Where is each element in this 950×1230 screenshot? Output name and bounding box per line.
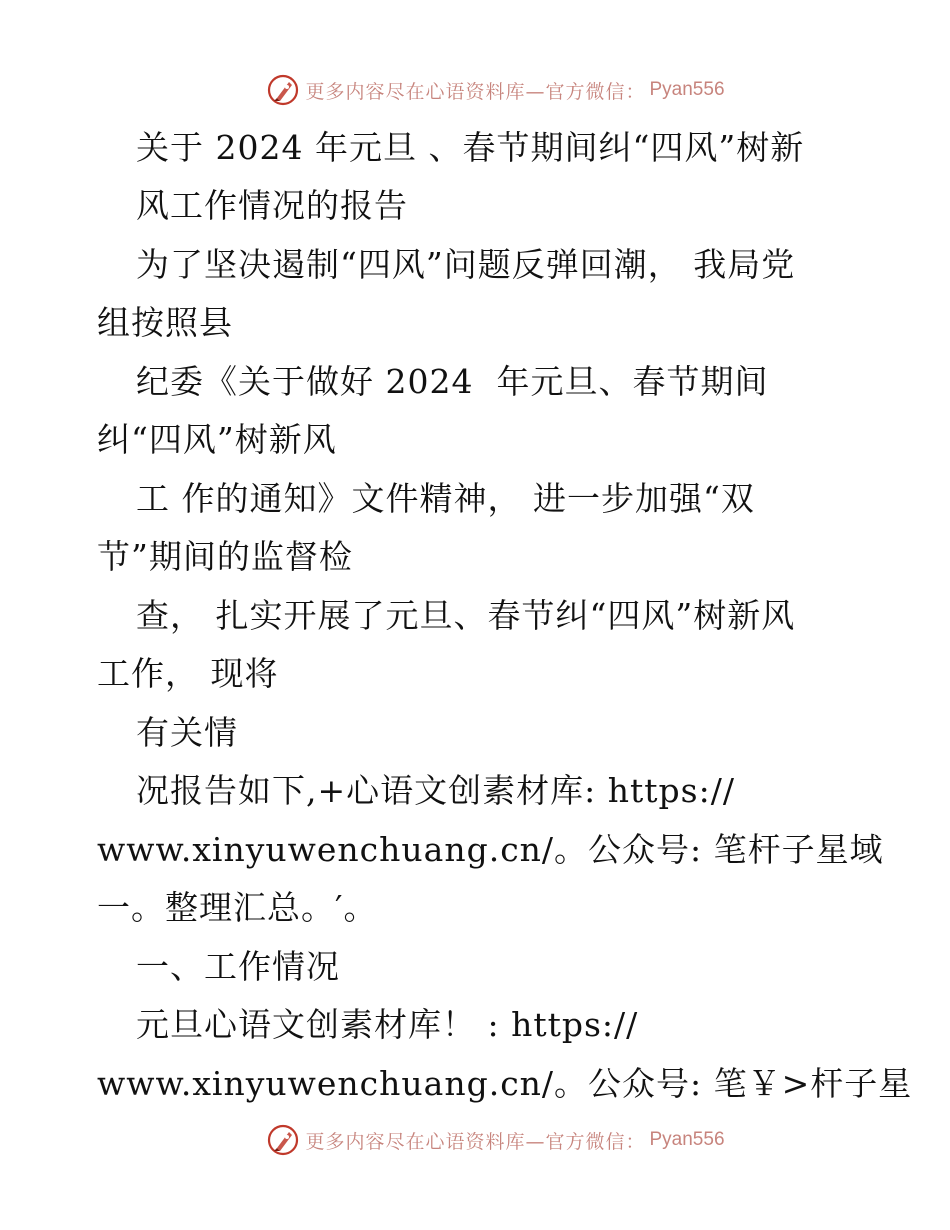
paragraph-line: 节”期间的监督检: [97, 537, 353, 576]
title-line-2: 风工作情况的报告: [136, 186, 408, 225]
paragraph-line: 工 作的通知》文件精神， 进一步加强“双: [136, 479, 755, 518]
section-heading: 一、工作情况: [136, 947, 340, 986]
paragraph-line: 查， 扎实开展了元旦、春节纠“四风”树新风: [136, 596, 796, 635]
paragraph-line: 有关情: [136, 713, 238, 752]
paragraph-line: 况报告如下,+心语文创素材库: https://: [136, 771, 735, 810]
watermark-text: 更多内容尽在心语资料库—官方微信：: [305, 1130, 646, 1153]
paragraph-line: 纪委《关于做好 2024 年元旦、春节期间: [136, 362, 769, 401]
paragraph-line: 为了坚决遏制“四风”问题反弹回潮， 我局党: [136, 245, 796, 284]
footer-watermark: [0, 1120, 950, 1160]
paragraph-line: 纠“四风”树新风: [97, 420, 337, 459]
watermark-text: 更多内容尽在心语资料库—官方微信：: [305, 80, 646, 103]
pen-nib-logo-icon: [265, 1122, 301, 1158]
paragraph-line: 组按照县: [97, 303, 233, 342]
paragraph-line: 工作， 现将: [97, 654, 279, 693]
paragraph-line: www.xinyuwenchuang.cn/。公众号: 笔杆子星域: [97, 830, 884, 869]
watermark-wechat-id: Pyan556: [649, 79, 725, 100]
watermark-wechat-id: Pyan556: [649, 1129, 725, 1150]
title-line-1: 关于 2024 年元旦 、春节期间纠“四风”树新: [136, 128, 805, 167]
paragraph-line: 元旦心语文创素材库！ : https://: [136, 1005, 639, 1044]
paragraph-line: 一。整理汇总。′。: [97, 888, 378, 927]
paragraph-line: www.xinyuwenchuang.cn/。公众号: 笔￥>杆子星: [97, 1064, 913, 1103]
